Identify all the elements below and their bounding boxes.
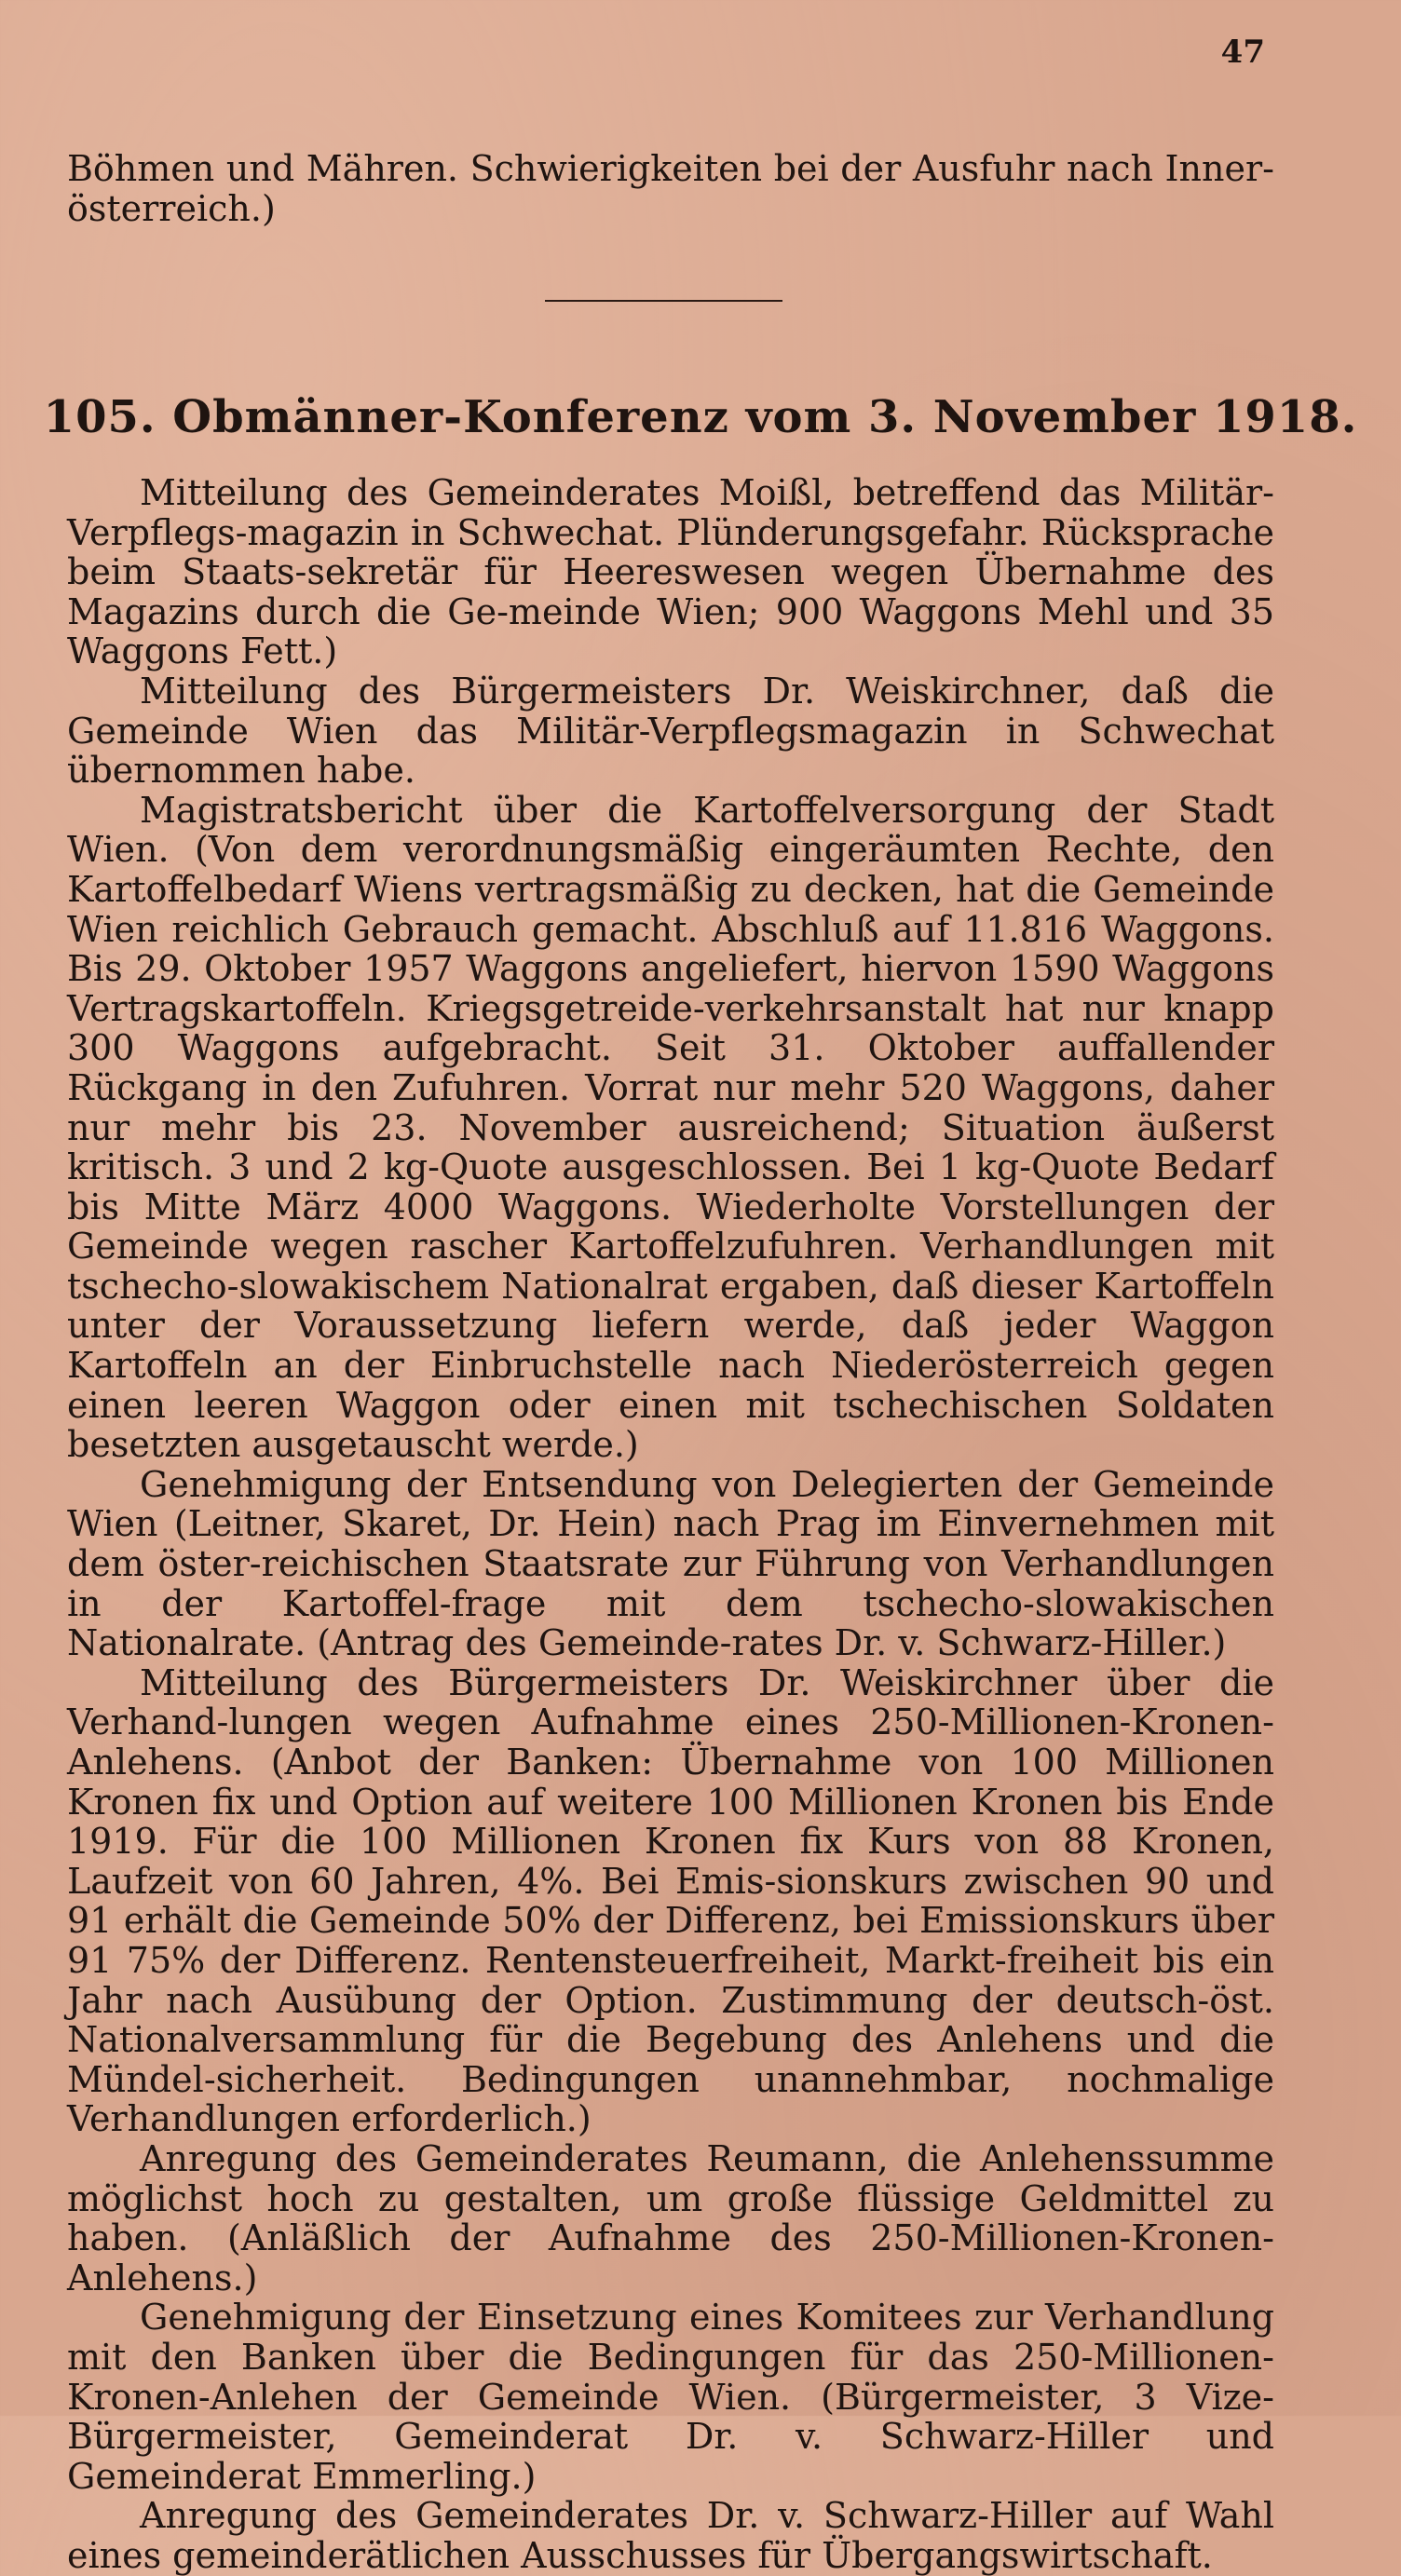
paragraph: Anregung des Gemeinderates Reumann, die Anlehenssumme möglichst hoch zu gestalten, um große flüssige Geldmittel zu haben. (Anläßlich der Aufnahme des 250-Millionen-Kronen-Anlehens.) xyxy=(67,2137,1274,2298)
page-number: 47 xyxy=(1220,34,1265,71)
paragraph: Genehmigung der Einsetzung eines Komitees zur Verhandlung mit den Banken über die Bedingungen für das 250-Millionen-Kronen-Anlehen der Gemeinde Wien. (Bürgermeister, 3 Vize-Bürgermeister, Gemeinderat Dr. v. Schwarz-Hiller und Gemeinderat Emmerling.) xyxy=(67,2297,1274,2497)
paragraph: Genehmigung der Entsendung von Delegierten der Gemeinde Wien (Leitner, Skaret, Dr. Hein) nach Prag im Einvernehmen mit dem öster-reichischen Staatsrate zur Führung von Verhandlungen in der Kartoffel-frage mit dem tschecho-slowakischen Nationalrate. (Antrag des Gemeinde-rates Dr. v. Schwarz-Hiller.) xyxy=(67,1463,1274,1664)
paragraph: Mitteilung des Bürgermeisters Dr. Weiskirchner über die Verhand-lungen wegen Aufnahme eines 250-Millionen-Kronen-Anlehens. (Anbot der Banken: Übernahme von 100 Millionen Kronen fix und Option auf weitere 100 Millionen Kronen bis Ende 1919. Für die 100 Millionen Kronen fix Kurs von 88 Kronen, Laufzeit von 60 Jahren, 4%. Bei Emis-sionskurs zwischen 90 und 91 erhält die Gemeinde 50% der Differenz, bei Emissionskurs über 91 75% der Differenz. Rentensteuerfreiheit, Markt-freiheit bis ein Jahr nach Ausübung der Option. Zustimmung der deutsch-öst. Nationalversammlung für die Begebung des Anlehens und die Mündel-sicherheit. Bedingungen unannehmbar, nochmalige Verhandlungen erforderlich.) xyxy=(67,1661,1274,2140)
section-divider xyxy=(545,300,782,302)
section-heading: 105. Obmänner-Konferenz vom 3. November 1918. xyxy=(43,391,1358,443)
paragraph: Mitteilung des Gemeinderates Moißl, betreffend das Militär-Verpflegs-magazin in Schwechat. Plünderungsgefahr. Rücksprache beim Staats-sekretär für Heereswesen wegen Übernahme des Magazins durch die Ge-meinde Wien; 900 Waggons Mehl und 35 Waggons Fett.) xyxy=(67,472,1274,672)
paragraph: Mitteilung des Bürgermeisters Dr. Weiskirchner, daß die Gemeinde Wien das Militär-Verpflegsmagazin in Schwechat übernommen habe. xyxy=(67,670,1274,792)
carryover-paragraph: Böhmen und Mähren. Schwierigkeiten bei der Ausfuhr nach Inner-österreich.) xyxy=(67,148,1274,229)
section-body xyxy=(67,473,1274,2575)
paragraph: Magistratsbericht über die Kartoffelversorgung der Stadt Wien. (Von dem verordnungsmäßig eingeräumten Rechte, den Kartoffelbedarf Wiens vertragsmäßig zu decken, hat die Gemeinde Wien reichlich Gebrauch gemacht. Abschluß auf 11.816 Waggons. Bis 29. Oktober 1957 Waggons angeliefert, hiervon 1590 Waggons Vertragskartoffeln. Kriegsgetreide-verkehrsanstalt hat nur knapp 300 Waggons aufgebracht. Seit 31. Oktober auffallender Rückgang in den Zufuhren. Vorrat nur mehr 520 Waggons, daher nur mehr bis 23. November ausreichend; Situation äußerst kritisch. 3 und 2 kg-Quote ausgeschlossen. Bei 1 kg-Quote Bedarf bis Mitte März 4000 Waggons. Wiederholte Vorstellungen der Gemeinde wegen rascher Kartoffelzufuhren. Verhandlungen mit tschecho-slowakischem Nationalrat ergaben, daß dieser Kartoffeln unter der Voraussetzung liefern werde, daß jeder Waggon Kartoffeln an der Einbruchstelle nach Niederösterreich gegen einen leeren Waggon oder einen mit tschechischen Soldaten besetzten ausgetauscht werde.) xyxy=(67,789,1274,1466)
paragraph: Anregung des Gemeinderates Dr. v. Schwarz-Hiller auf Wahl eines gemeinderätlichen Ausschusses für Übergangswirtschaft. xyxy=(67,2495,1274,2576)
